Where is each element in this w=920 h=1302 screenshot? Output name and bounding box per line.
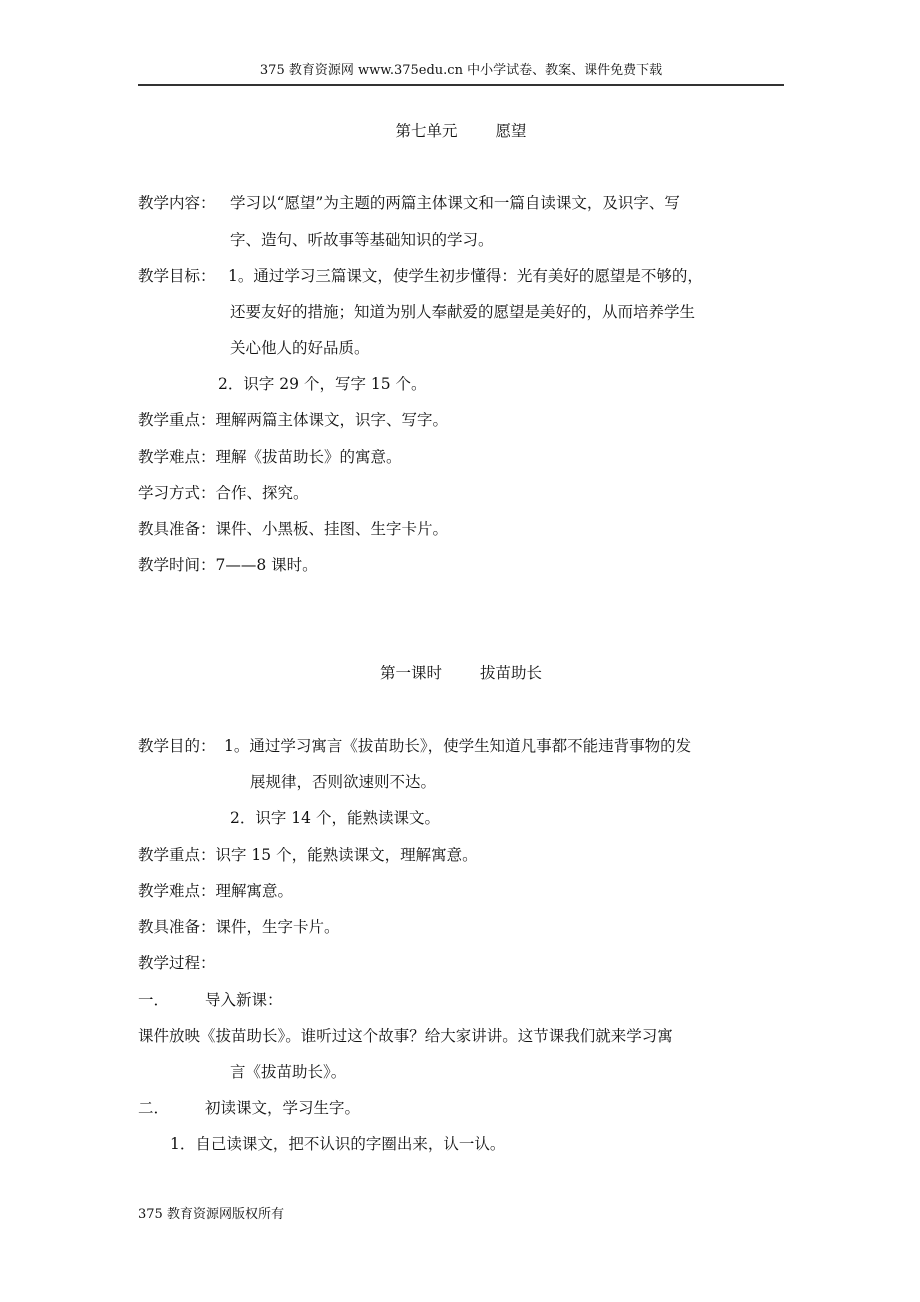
- lesson1-title: [138, 663, 784, 683]
- unit-goal1-line2: 还要友好的措施；知道为别人奉献爱的愿望是美好的，从而培养学生: [230, 303, 696, 321]
- step2-item1: 1．自己读课文，把不认识的字圈出来，认一认。: [170, 1135, 506, 1153]
- unit-goal1-line3: 关心他人的好品质。: [230, 339, 370, 357]
- unit-time: 教学时间：7——8 课时。: [138, 556, 318, 574]
- unit-goals-label: 教学目标：: [138, 267, 216, 285]
- unit-method: 学习方式：合作、探究。: [138, 484, 309, 502]
- step1-text-line1: 课件放映《拔苗助长》。谁听过这个故事？给大家讲讲。这节课我们就来学习寓: [138, 1027, 673, 1045]
- unit-content-label: 教学内容：: [138, 194, 216, 212]
- lesson1-aim1-line1: 1。通过学习寓言《拔苗助长》，使学生知道凡事都不能违背事物的发: [224, 737, 692, 755]
- page-footer: 375 教育资源网版权所有: [138, 1207, 284, 1222]
- step2-title: 初读课文，学习生字。: [205, 1099, 361, 1117]
- unit-content-line1: 学习以“愿望”为主题的两篇主体课文和一篇自读课文，及识字、写: [230, 194, 680, 212]
- lesson1-key-points: 教学重点：识字 15 个，能熟读课文，理解寓意。: [138, 846, 478, 864]
- lesson1-title-number: 第一课时: [379, 664, 442, 682]
- unit-content-line2: 字、造句、听故事等基础知识的学习。: [230, 231, 494, 249]
- unit-title: [138, 121, 784, 141]
- step1-title: 导入新课：: [205, 991, 283, 1009]
- step2-number: 二．: [138, 1099, 170, 1117]
- lesson1-aims-label: 教学目的：: [138, 737, 216, 755]
- lesson1-title-name: 拔苗助长: [480, 664, 543, 682]
- step1-text-line2: 言《拔苗助长》。: [230, 1063, 347, 1081]
- lesson1-tools: 教具准备：课件，生字卡片。: [138, 918, 340, 936]
- header-divider: [138, 84, 784, 86]
- lesson1-difficulties: 教学难点：理解寓意。: [138, 882, 294, 900]
- unit-title-name: 愿望: [495, 122, 527, 140]
- page-header: 375 教育资源网 www.375edu.cn 中小学试卷、教案、课件免费下载: [259, 63, 663, 78]
- lesson1-process-label: 教学过程：: [138, 954, 216, 972]
- unit-goal1-line1: 1。通过学习三篇课文，使学生初步懂得：光有美好的愿望是不够的，: [228, 267, 703, 285]
- unit-key-points: 教学重点：理解两篇主体课文，识字、写字。: [138, 411, 449, 429]
- unit-goal2: 2．识字 29 个，写字 15 个。: [218, 375, 427, 393]
- lesson1-aim1-line2: 展规律，否则欲速则不达。: [250, 773, 437, 791]
- unit-tools: 教具准备：课件、小黑板、挂图、生字卡片。: [138, 520, 449, 538]
- unit-difficulties: 教学难点：理解《拔苗助长》的寓意。: [138, 448, 402, 466]
- lesson1-aim2: 2．识字 14 个，能熟读课文。: [230, 809, 440, 827]
- unit-title-number: 第七单元: [395, 122, 458, 140]
- step1-number: 一．: [138, 991, 170, 1009]
